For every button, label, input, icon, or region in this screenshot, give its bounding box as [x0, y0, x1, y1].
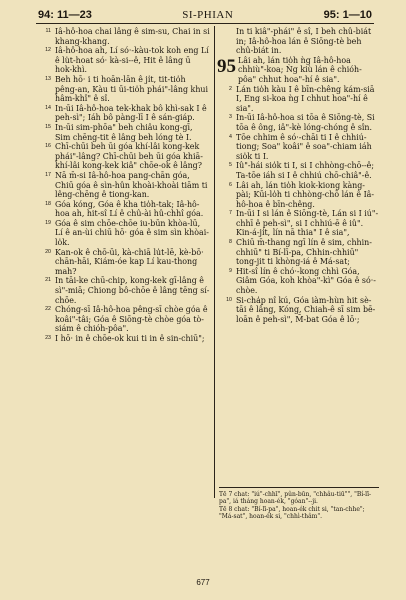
- verse: [38, 248, 210, 277]
- right-column: [219, 27, 379, 324]
- verse: [38, 123, 210, 142]
- verse: [38, 75, 210, 104]
- verse-number: 9: [229, 267, 232, 274]
- verse-number: 16: [45, 143, 51, 150]
- verse-number: 22: [45, 306, 51, 313]
- verse-number: 13: [45, 75, 51, 82]
- verse-number: 21: [45, 277, 51, 284]
- page-number: 677: [196, 578, 210, 587]
- column-divider: [214, 26, 215, 498]
- verse-text: Si-cha̍p nî kú, Góa iàm-hùn hit sè-tāi ê lâng, Kóng, Chiah-ê sī sim bē-loān ê peh-sì", M̄-bat Góa ê lō·;: [236, 295, 376, 324]
- verse-text: Lâi ah, lán tio̍h ǹg Iâ-hô-hoa chhiù"-koa; Ǹg kiù lán ê chióh-pôa" chhut hoa"-hí ê sia".: [238, 55, 362, 84]
- verse: [38, 305, 210, 334]
- verse: [38, 46, 210, 75]
- verse-number: 18: [45, 200, 51, 207]
- verse: [38, 171, 210, 200]
- verse: [38, 104, 210, 123]
- verse: [38, 27, 210, 46]
- verse: [38, 142, 210, 171]
- verse: [219, 161, 379, 180]
- verse: [219, 296, 379, 325]
- footnotes: [219, 487, 379, 521]
- verse-text: Góa ê sim chōe-chōe iu-būn khòa-lū, Lí ê an-ùi chiū hō· góa ê sim sìn khòai-lo̍k.: [55, 218, 209, 248]
- verse-text: In-ūi I si lán ê Siōng-tè, Lán si I iú"-chhī ê peh-sì", si I chhiú-ē ê iû".: [236, 209, 379, 228]
- book-title: SI-PHIAN: [182, 9, 234, 21]
- verse: [38, 219, 210, 248]
- verse: [219, 133, 379, 162]
- verse-text: In ti kiâ"-phái" ê sî, I beh chû-biát in; Iâ-hô-hoa lán ê Siōng-tè beh chû-biát in.: [236, 27, 372, 56]
- verse: [219, 267, 379, 296]
- verse-number: 15: [45, 123, 51, 130]
- verse-number: 20: [45, 248, 51, 255]
- verse: [219, 181, 379, 210]
- verse: [219, 228, 379, 238]
- verse: [38, 276, 210, 305]
- verse-text: Chóng-sī Iâ-hô-hoa pêng-sī chòe góa ê koâi"-tâi; Góa ê Siōng-tè chòe góa tò-siám ê chióh-pôa".: [55, 305, 208, 334]
- verse-number: 12: [45, 47, 51, 54]
- verse-number: 7: [229, 210, 232, 217]
- verse: [219, 238, 379, 267]
- verse-text: Kin-á-ji̍t, lín nā thia" I ê sia",: [236, 228, 350, 238]
- left-chapter-ref: 94: 11—23: [38, 9, 92, 21]
- verse-number: 10: [226, 296, 232, 303]
- verse-text: Iâ-hô-hoa ah, Lí só·-kàu-tok koh eng Lí ê lu̍t-hoat só· kà-si--ê, Hit ê lâng ū hok-khì.: [55, 46, 209, 75]
- verse-number: 11: [45, 28, 51, 34]
- verse-number: 5: [229, 162, 232, 169]
- verse-number: 17: [45, 171, 51, 178]
- verse-text: In-ūi Iâ-hô-hoa si tōa ê Siōng-tè, Si tōa ê ông, iâ"-kè lóng-chóng ê sîn.: [236, 113, 375, 132]
- footnote: Tē 8 chat: "Bí-lī-pa", hoan-ék chit si, "tan-chhe"; "Má-sat", hoan-ék si, "chhì-thâm".: [219, 505, 365, 521]
- verse: [38, 334, 210, 344]
- right-chapter-ref: 95: 1—10: [323, 9, 372, 21]
- verse-text: I hō· in ê chōe-ok kui ti in ê sin-chiū";: [55, 334, 205, 343]
- verse-number: 23: [45, 335, 51, 341]
- verse-number: 8: [229, 239, 232, 246]
- verse-number: 4: [229, 133, 232, 140]
- verse: [219, 113, 379, 132]
- verse-text: Chī-chūi beh ūi góa khí-lâi kong-kek phái"-lâng? Chī-chūi beh ūi góa khiā-khí-lâi kong-kek kiâ" chōe-ok ê lâng?: [55, 142, 203, 171]
- running-header: [38, 7, 372, 23]
- verse: [38, 200, 210, 219]
- chapter-number: 95: [217, 55, 236, 77]
- verse-text: In-ūi sim-phōa" beh chiâu kong-gī, Sim chēng-tit ê lâng beh lóng tè I.: [55, 122, 193, 142]
- verse-number: 19: [45, 219, 51, 226]
- verse-text: Hit-sî lín ê chó·-kong chhì Góa, Giâm Góa, koh khòa"-kì" Góa ê só·-chòe.: [236, 266, 376, 296]
- verse-number: 6: [229, 181, 232, 188]
- verse-text: Beh hō· i ti hoān-lān ê ji̍t, tit-tio̍h pêng-an, Kàu ti ūi-tio̍h phái"-lâng khui hâm-khî" ê sî.: [55, 74, 209, 104]
- verse-text: Iû"-hái sio̍k ti I, si I chhòng-chō--ê; Ta-tōe iáh si I ê chhiú chō-chiâ"-ê.: [236, 161, 375, 180]
- verse-text: Nā m̄-si Iâ-hô-hoa pang-chān góa, Chiū góa ê sìn-hûn khoài-khoài tiām ti lêng-chēng ê tiong-kan.: [55, 170, 208, 200]
- verse-text: Kan-ok ê chō-ūi, kà-chiā lu̍t-lē, kè-bō· chān-hāi, Kiám-óe kap Lí kau-thong mah?: [55, 247, 204, 276]
- verse: [219, 85, 379, 114]
- left-column: [38, 27, 210, 344]
- verse-text: Lán tio̍h kàu I ê bīn-chêng kám-siā I, Eng si-koa ǹg I chhut hoa"-hí ê sia".: [236, 84, 375, 113]
- verse-number: 2: [229, 85, 232, 92]
- verse-text: In-ūi Iâ-hô-hoa tek-khak bô khì-sak I ê peh-sì"; Iáh bô pàng-lī I ê sán-giáp.: [55, 103, 207, 123]
- verse: [219, 27, 379, 56]
- verse: [219, 209, 379, 228]
- header-rule: [36, 23, 374, 24]
- verse-number: 3: [229, 114, 232, 121]
- chapter-opening: [219, 56, 379, 85]
- verse-text: Góa kóng, Góa ê kha tio̍h-tak; Iâ-hô-hoa ah, hit-sî Lí ê chû-ài hû-chhî góa.: [55, 199, 204, 219]
- verse-text: In tāi-ke chū-chip, kong-kek gī-lâng ê sì"-miā; Chiong bô-chōe ê lâng tēng sí-chōe.: [55, 276, 210, 305]
- footnote: Tē 7 chat: "iú"-chhī", pûn-būn, "chhâu-tiū"", "Bí-lī-pa", iá tháng hoan-ék, "góan"--ji.: [219, 491, 372, 506]
- verse-number: 14: [45, 104, 51, 111]
- verse-text: Chiū m̄-thang ngī lín ê sim, chhin-chhiū" ti Bí-lī-pa, Chhin-chhiū" tong-jit ti khòng-iá ê Má-sat;: [236, 238, 372, 267]
- verse-text: Lâi ah, lán tio̍h kiok-kiong kàng-pài; Kūi-lo̍h ti chhòng-chō lán ê Iâ-hô-hoa ê bīn-chêng.: [236, 180, 375, 209]
- verse-text: Iâ-hô-hoa chai lâng ê sim-su, Chai in si khang-khang.: [55, 27, 210, 46]
- verse-text: Tōe chhim ê só·-chāi ti I ê chhiú-tiong; Soa" koâi" ê soa"-chiam iáh sio̍k ti I.: [236, 132, 372, 161]
